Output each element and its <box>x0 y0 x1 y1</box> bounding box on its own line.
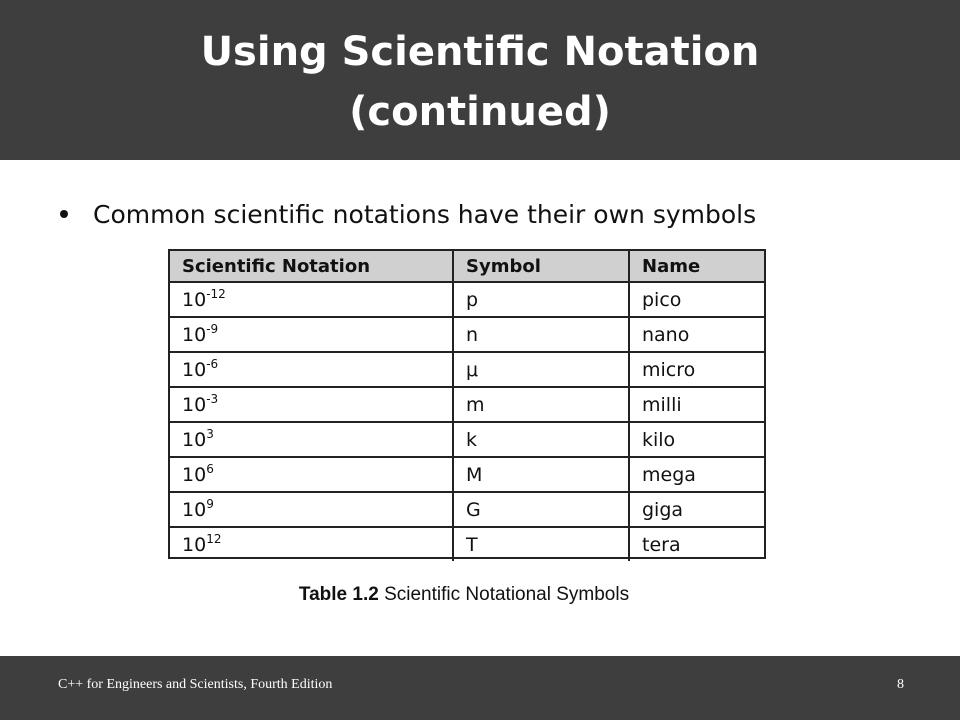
header-scientific-notation: Scientific Notation <box>170 251 453 282</box>
bullet-text: Common scientific notations have their own symbols <box>93 199 757 229</box>
title-line-1: Using Scientific Notation <box>200 29 760 75</box>
notation-cell: $10^{-6}$ <box>170 352 453 387</box>
symbol-cell: n <box>453 317 629 352</box>
name-cell: giga <box>629 492 764 527</box>
table-row <box>170 352 764 387</box>
slide-title <box>0 22 960 142</box>
name-cell: milli <box>629 387 764 422</box>
name-cell: nano <box>629 317 764 352</box>
symbol-cell: M <box>453 457 629 492</box>
table-row <box>170 387 764 422</box>
page-number: 8 <box>897 677 904 692</box>
symbol-cell: m <box>453 387 629 422</box>
header-symbol: Symbol <box>453 251 629 282</box>
name-cell: kilo <box>629 422 764 457</box>
notation-cell: $10^{-3}$ <box>170 387 453 422</box>
table-row <box>170 492 764 527</box>
notation-cell: $10^{-12}$ <box>170 282 453 317</box>
table-row <box>170 527 764 561</box>
table-row <box>170 457 764 492</box>
caption-text: Scientific Notational Symbols <box>384 584 630 605</box>
symbol-cell: μ <box>453 352 629 387</box>
name-cell: tera <box>629 527 764 561</box>
table-row <box>170 282 764 317</box>
notation-cell: $10^9$ <box>170 492 453 527</box>
notation-cell: $10^{-9}$ <box>170 317 453 352</box>
notation-cell: $10^{12}$ <box>170 527 453 561</box>
notation-cell: $10^3$ <box>170 422 453 457</box>
notation-cell: $10^6$ <box>170 457 453 492</box>
name-cell: pico <box>629 282 764 317</box>
table-row <box>170 317 764 352</box>
notation-table-container <box>168 249 766 559</box>
notation-table <box>170 251 764 561</box>
title-line-2: (continued) <box>349 89 611 135</box>
header-name: Name <box>629 251 764 282</box>
bullet-dot-icon <box>60 210 68 218</box>
table-header-row <box>170 251 764 282</box>
symbol-cell: k <box>453 422 629 457</box>
bullet-point <box>60 192 756 236</box>
footer-book-title: C++ for Engineers and Scientists, Fourth Edition <box>58 677 333 692</box>
table-row <box>170 422 764 457</box>
name-cell: micro <box>629 352 764 387</box>
caption-label: Table 1.2 <box>298 584 379 605</box>
symbol-cell: G <box>453 492 629 527</box>
name-cell: mega <box>629 457 764 492</box>
table-caption <box>0 584 928 606</box>
symbol-cell: p <box>453 282 629 317</box>
symbol-cell: T <box>453 527 629 561</box>
